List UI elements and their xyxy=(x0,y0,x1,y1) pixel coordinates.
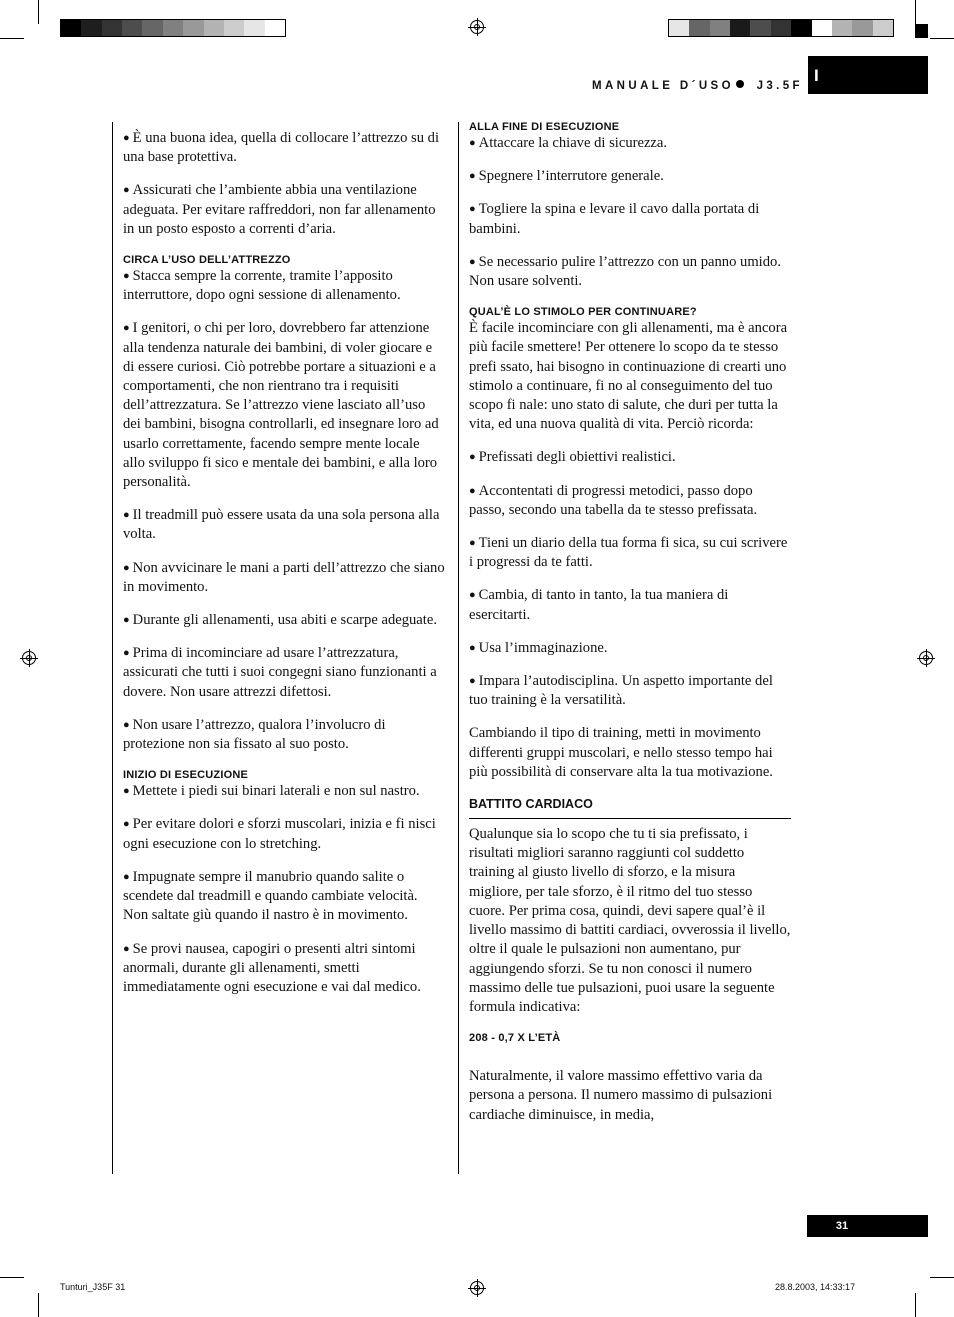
paragraph: ● Tieni un diario della tua forma fi sica, su cui scrivere i progressi da te fatti. xyxy=(469,534,791,572)
crop-mark xyxy=(0,38,24,39)
column-rule-left xyxy=(112,122,113,1174)
color-swatch xyxy=(689,20,709,36)
formula-heading: 208 - 0,7 X L’ETÀ xyxy=(469,1032,561,1045)
paragraph: Naturalmente, il valore massimo effettivo varia da persona a persona. Il numero massimo di pulsazioni cardiache diminuisce, in media, xyxy=(469,1068,773,1123)
color-swatch xyxy=(852,20,872,36)
color-swatch xyxy=(812,20,832,36)
paragraph: ● Mettete i piedi sui binari laterali e non sul nastro. xyxy=(123,782,445,801)
section-heading: ALLA FINE DI ESECUZIONE xyxy=(469,121,620,133)
paragraph: Cambiando il tipo di training, metti in movimento differenti gruppi muscolari, e nello stesso tempo hai più possibilità di conservare alta la tua motivazione. xyxy=(469,725,773,780)
color-swatch xyxy=(102,20,122,36)
color-swatch xyxy=(771,20,791,36)
grayscale-bar-right xyxy=(668,19,894,37)
registration-target-icon xyxy=(919,651,933,665)
color-swatch xyxy=(669,20,689,36)
color-swatch xyxy=(142,20,162,36)
paragraph: ● Durante gli allenamenti, usa abiti e scarpe adeguate. xyxy=(123,611,445,630)
crop-mark xyxy=(915,0,916,24)
paragraph: ● È una buona idea, quella di collocare l’attrezzo su di una base protettiva. xyxy=(123,129,445,167)
paragraph: Qualunque sia lo scopo che tu ti sia prefissato, i risultati migliori saranno raggiunti col suddetto training al giusto livello di sforzo, e la misura migliore, per tale sforzo, è il ritmo del tuo stesso cuore. Per prima cosa, quindi, devi sapere qual’è il livello massimo di battiti cardiaci, ovverossia il livello, oltre il quale le pulsazioni non aumentano, pur aggiungendo sforzi. Se tu non conosci il numero massimo delle tue pulsazioni, puoi usare la seguente formula indicativa: xyxy=(469,826,791,1015)
language-tab-label: I xyxy=(814,66,819,85)
paragraph: ● Se provi nausea, capogiri o presenti altri sintomi anormali, durante gli allenamenti, smetti immediatamente ogni esecuzione e vai dal medico. xyxy=(123,940,445,998)
crop-mark xyxy=(0,1277,24,1278)
paragraph: ● Assicurati che l’ambiente abbia una ventilazione adeguata. Per evitare raffreddori, non far allenamento in un posto esposto a correnti d’aria. xyxy=(123,181,445,239)
manual-title: MANUALE D´USO xyxy=(592,80,734,92)
paragraph: ● I genitori, o chi per loro, dovrebbero far attenzione alla tendenza naturale dei bambini, di voler giocare e di essere curiosi. Ciò potrebbe portare a situazioni e a comportamenti, che non rientrano tra i requisiti dell’attrezzatura. Se l’attrezzo viene lasciato all’uso dei bambini, bisogna controllarli, ed insegnare loro ad usarlo correttamente, facendo sempre mente locale allo sviluppo fi sico e mentale dei bambini, e alla loro personalità. xyxy=(123,319,445,492)
section-heading: CIRCA L’USO DELL’ATTREZZO xyxy=(123,254,291,267)
color-swatch xyxy=(183,20,203,36)
color-swatch xyxy=(873,20,893,36)
model-name: J3.5F xyxy=(756,80,803,92)
color-swatch xyxy=(81,20,101,36)
language-tab xyxy=(808,56,928,94)
color-swatch xyxy=(710,20,730,36)
color-swatch xyxy=(244,20,264,36)
paragraph: È facile incominciare con gli allenamenti, ma è ancora più facile smettere! Per ottenere lo scopo da te stesso prefi ssato, hai bisogno in continuazione di crearti uno stimolo a continuare, fi no al conseguimento del tuo scopo fi nale: uno stato di salute, che duri per tutta la vita, ed una nuova qualità di vita. Perciò ricorda: xyxy=(469,320,788,433)
paragraph: ● Se necessario pulire l’attrezzo con un panno umido. Non usare solventi. xyxy=(469,253,791,291)
bullet-dot-icon xyxy=(736,80,744,88)
corner-block xyxy=(915,24,928,38)
color-swatch xyxy=(750,20,770,36)
crop-mark xyxy=(38,1293,39,1317)
color-swatch xyxy=(163,20,183,36)
page-number: 31 xyxy=(835,1220,849,1232)
color-swatch xyxy=(61,20,81,36)
crop-mark xyxy=(930,1277,954,1278)
color-swatch xyxy=(832,20,852,36)
crop-mark xyxy=(930,38,954,39)
paragraph: ● Il treadmill può essere usata da una sola persona alla volta. xyxy=(123,506,445,544)
registration-target-icon xyxy=(22,651,36,665)
paragraph: ● Attaccare la chiave di sicurezza. xyxy=(469,134,791,153)
section-heading: QUAL’È LO STIMOLO PER CONTINUARE? xyxy=(469,306,697,319)
color-swatch xyxy=(122,20,142,36)
paragraph: ● Usa l’immaginazione. xyxy=(469,639,791,658)
paragraph: ● Prefissati degli obiettivi realistici. xyxy=(469,448,791,467)
paragraph: ● Cambia, di tanto in tanto, la tua maniera di esercitarti. xyxy=(469,586,791,624)
footer-timestamp: 28.8.2003, 14:33:17 xyxy=(775,1282,856,1292)
paragraph: ● Impugnate sempre il manubrio quando salite o scendete dal treadmill e quando cambiate velocità. Non saltate giù quando il nastro è in movimento. xyxy=(123,868,445,926)
footer-file-label: Tunturi_J35F 31 xyxy=(60,1282,126,1292)
paragraph: ● Per evitare dolori e sforzi muscolari, inizia e fi nisci ogni esecuzione con lo stretching. xyxy=(123,815,445,853)
paragraph: ● Togliere la spina e levare il cavo dalla portata di bambini. xyxy=(469,200,791,238)
registration-target-icon xyxy=(470,20,484,34)
column-rule-middle xyxy=(458,122,459,1174)
color-swatch xyxy=(791,20,811,36)
running-header xyxy=(592,80,803,92)
section-heading: BATTITO CARDIACO xyxy=(469,797,593,812)
paragraph: ● Accontentati di progressi metodici, passo dopo passo, secondo una tabella da te stesso prefissata. xyxy=(469,482,791,520)
paragraph: ● Spegnere l’interrutore generale. xyxy=(469,167,791,186)
left-column xyxy=(123,129,445,1011)
section-heading: INIZIO DI ESECUZIONE xyxy=(123,769,249,782)
crop-mark xyxy=(38,0,39,24)
grayscale-bar-left xyxy=(60,19,286,37)
paragraph: ● Non avvicinare le mani a parti dell’attrezzo che siano in movimento. xyxy=(123,559,445,597)
crop-mark xyxy=(915,1293,916,1317)
paragraph: ● Impara l’autodisciplina. Un aspetto importante del tuo training è la versatilità. xyxy=(469,672,791,710)
registration-target-icon xyxy=(470,1281,484,1295)
color-swatch xyxy=(730,20,750,36)
heading-rule xyxy=(469,818,791,819)
right-column xyxy=(469,120,791,1139)
paragraph: ● Non usare l’attrezzo, qualora l’involucro di protezione non sia fissato al suo posto. xyxy=(123,716,445,754)
color-swatch xyxy=(265,20,285,36)
color-swatch xyxy=(204,20,224,36)
paragraph: ● Prima di incominciare ad usare l’attrezzatura, assicurati che tutti i suoi congegni siano funzionanti a dovere. Non usare attrezzi difettosi. xyxy=(123,644,445,702)
color-swatch xyxy=(224,20,244,36)
paragraph: ● Stacca sempre la corrente, tramite l’apposito interruttore, dopo ogni sessione di allenamento. xyxy=(123,267,445,305)
